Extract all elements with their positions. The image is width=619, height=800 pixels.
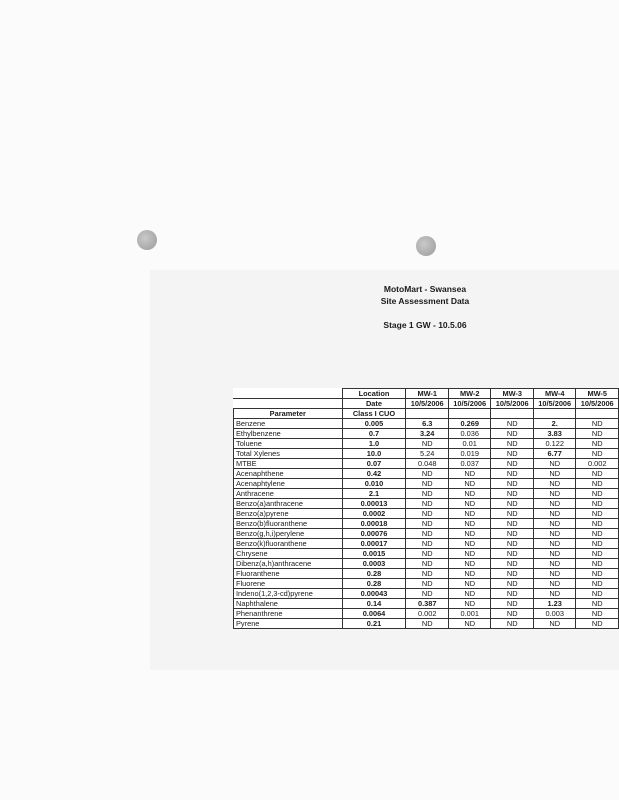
result-value: ND bbox=[491, 519, 534, 529]
result-value: ND bbox=[406, 439, 449, 449]
result-value: ND bbox=[576, 499, 619, 509]
result-value: ND bbox=[491, 569, 534, 579]
parameter-name: MTBE bbox=[234, 459, 343, 469]
table-row bbox=[234, 419, 619, 429]
result-value: 6.3 bbox=[406, 419, 449, 429]
parameter-name: Fluoranthene bbox=[234, 569, 343, 579]
result-value: ND bbox=[491, 539, 534, 549]
table-row bbox=[234, 599, 619, 609]
table-row bbox=[234, 469, 619, 479]
empty-header-cell bbox=[576, 409, 619, 419]
table-row bbox=[234, 609, 619, 619]
result-value: ND bbox=[491, 449, 534, 459]
standard-value: 0.005 bbox=[342, 419, 406, 429]
well-date: 10/5/2006 bbox=[576, 399, 619, 409]
table-row bbox=[234, 459, 619, 469]
result-value: ND bbox=[576, 419, 619, 429]
table-row bbox=[234, 479, 619, 489]
result-value: ND bbox=[533, 489, 576, 499]
standard-value: 10.0 bbox=[342, 449, 406, 459]
result-value: ND bbox=[448, 569, 491, 579]
empty-header-cell bbox=[491, 409, 534, 419]
parameter-name: Chrysene bbox=[234, 549, 343, 559]
standard-value: 0.0003 bbox=[342, 559, 406, 569]
result-value: ND bbox=[533, 589, 576, 599]
parameter-name: Naphthalene bbox=[234, 599, 343, 609]
result-value: ND bbox=[448, 469, 491, 479]
standard-value: 0.14 bbox=[342, 599, 406, 609]
result-value: ND bbox=[406, 539, 449, 549]
parameter-name: Benzo(a)pyrene bbox=[234, 509, 343, 519]
parameter-name: Dibenz(a,h)anthracene bbox=[234, 559, 343, 569]
result-value: ND bbox=[448, 509, 491, 519]
standard-header: Class I CUO bbox=[342, 409, 406, 419]
standard-value: 0.00043 bbox=[342, 589, 406, 599]
table-row bbox=[234, 589, 619, 599]
result-value: ND bbox=[576, 529, 619, 539]
result-value: 3.24 bbox=[406, 429, 449, 439]
date-row bbox=[234, 399, 619, 409]
result-value: ND bbox=[491, 479, 534, 489]
parameter-name: Acenaphthene bbox=[234, 469, 343, 479]
standard-value: 0.28 bbox=[342, 579, 406, 589]
empty-header-cell bbox=[448, 409, 491, 419]
document-subtitle: Site Assessment Data bbox=[380, 296, 470, 306]
blank-cell bbox=[234, 399, 343, 409]
result-value: ND bbox=[491, 589, 534, 599]
parameter-name: Phenanthrene bbox=[234, 609, 343, 619]
date-label: Date bbox=[342, 399, 406, 409]
result-value: 6.77 bbox=[533, 449, 576, 459]
result-value: ND bbox=[533, 509, 576, 519]
table-row bbox=[234, 539, 619, 549]
result-value: ND bbox=[491, 499, 534, 509]
parameter-name: Ethylbenzene bbox=[234, 429, 343, 439]
standard-value: 0.0064 bbox=[342, 609, 406, 619]
empty-header-cell bbox=[533, 409, 576, 419]
result-value: ND bbox=[576, 469, 619, 479]
parameter-name: Benzo(a)anthracene bbox=[234, 499, 343, 509]
result-value: ND bbox=[491, 529, 534, 539]
result-value: ND bbox=[406, 589, 449, 599]
result-value: ND bbox=[448, 529, 491, 539]
table-row bbox=[234, 579, 619, 589]
standard-value: 0.00018 bbox=[342, 519, 406, 529]
result-value: ND bbox=[448, 549, 491, 559]
standard-value: 0.00017 bbox=[342, 539, 406, 549]
table-row bbox=[234, 489, 619, 499]
well-name: MW-2 bbox=[448, 389, 491, 399]
result-value: ND bbox=[533, 559, 576, 569]
result-value: ND bbox=[533, 549, 576, 559]
result-value: ND bbox=[533, 529, 576, 539]
table-row bbox=[234, 569, 619, 579]
standard-value: 0.42 bbox=[342, 469, 406, 479]
result-value: ND bbox=[576, 509, 619, 519]
result-value: ND bbox=[448, 599, 491, 609]
punch-hole-left bbox=[137, 230, 157, 250]
standard-value: 0.0015 bbox=[342, 549, 406, 559]
result-value: 0.269 bbox=[448, 419, 491, 429]
result-value: ND bbox=[491, 459, 534, 469]
result-value: ND bbox=[406, 579, 449, 589]
result-value: 0.037 bbox=[448, 459, 491, 469]
result-value: ND bbox=[576, 619, 619, 629]
parameter-name: Total Xylenes bbox=[234, 449, 343, 459]
parameter-name: Benzene bbox=[234, 419, 343, 429]
parameter-name: Benzo(k)fluoranthene bbox=[234, 539, 343, 549]
table-row bbox=[234, 449, 619, 459]
result-value: ND bbox=[406, 469, 449, 479]
result-value: ND bbox=[448, 539, 491, 549]
standard-value: 0.0002 bbox=[342, 509, 406, 519]
result-value: ND bbox=[448, 589, 491, 599]
table-row bbox=[234, 559, 619, 569]
result-value: ND bbox=[533, 539, 576, 549]
result-value: ND bbox=[406, 529, 449, 539]
location-label: Location bbox=[342, 389, 406, 399]
result-value: ND bbox=[406, 499, 449, 509]
result-value: 0.387 bbox=[406, 599, 449, 609]
result-value: ND bbox=[448, 479, 491, 489]
parameter-name: Anthracene bbox=[234, 489, 343, 499]
result-value: ND bbox=[576, 479, 619, 489]
parameter-name: Benzo(g,h,i)perylene bbox=[234, 529, 343, 539]
result-value: ND bbox=[533, 479, 576, 489]
result-value: ND bbox=[533, 469, 576, 479]
table-row bbox=[234, 509, 619, 519]
result-value: ND bbox=[491, 429, 534, 439]
parameter-header-row bbox=[234, 409, 619, 419]
standard-value: 0.21 bbox=[342, 619, 406, 629]
result-value: ND bbox=[576, 559, 619, 569]
result-value: 1.23 bbox=[533, 599, 576, 609]
result-value: ND bbox=[448, 519, 491, 529]
parameter-name: Indeno(1,2,3-cd)pyrene bbox=[234, 589, 343, 599]
result-value: ND bbox=[533, 619, 576, 629]
document-title: MotoMart - Swansea bbox=[383, 284, 467, 294]
table-row bbox=[234, 439, 619, 449]
standard-value: 0.07 bbox=[342, 459, 406, 469]
table-row bbox=[234, 429, 619, 439]
standard-value: 0.010 bbox=[342, 479, 406, 489]
result-value: ND bbox=[576, 609, 619, 619]
result-value: ND bbox=[491, 579, 534, 589]
result-value: 0.001 bbox=[448, 609, 491, 619]
well-date: 10/5/2006 bbox=[533, 399, 576, 409]
result-value: ND bbox=[491, 469, 534, 479]
result-value: ND bbox=[576, 449, 619, 459]
table-row bbox=[234, 619, 619, 629]
result-value: 0.048 bbox=[406, 459, 449, 469]
result-value: ND bbox=[533, 569, 576, 579]
well-name: MW-4 bbox=[533, 389, 576, 399]
result-value: 0.036 bbox=[448, 429, 491, 439]
site-assessment-table bbox=[233, 388, 619, 629]
result-value: ND bbox=[576, 549, 619, 559]
result-value: ND bbox=[448, 619, 491, 629]
result-value: 0.122 bbox=[533, 439, 576, 449]
result-value: ND bbox=[491, 559, 534, 569]
result-value: ND bbox=[406, 619, 449, 629]
result-value: ND bbox=[533, 519, 576, 529]
standard-value: 1.0 bbox=[342, 439, 406, 449]
result-value: ND bbox=[448, 559, 491, 569]
result-value: ND bbox=[406, 479, 449, 489]
result-value: ND bbox=[576, 569, 619, 579]
result-value: ND bbox=[491, 549, 534, 559]
standard-value: 0.00076 bbox=[342, 529, 406, 539]
result-value: ND bbox=[406, 569, 449, 579]
result-value: ND bbox=[533, 499, 576, 509]
result-value: ND bbox=[491, 619, 534, 629]
standard-value: 2.1 bbox=[342, 489, 406, 499]
result-value: 0.003 bbox=[533, 609, 576, 619]
result-value: ND bbox=[406, 559, 449, 569]
result-value: ND bbox=[576, 589, 619, 599]
result-value: ND bbox=[491, 419, 534, 429]
result-value: ND bbox=[576, 579, 619, 589]
well-date: 10/5/2006 bbox=[491, 399, 534, 409]
well-name: MW-1 bbox=[406, 389, 449, 399]
table-row bbox=[234, 499, 619, 509]
well-name: MW-3 bbox=[491, 389, 534, 399]
result-value: ND bbox=[406, 489, 449, 499]
result-value: ND bbox=[406, 509, 449, 519]
result-value: 3.83 bbox=[533, 429, 576, 439]
standard-value: 0.00013 bbox=[342, 499, 406, 509]
result-value: ND bbox=[576, 599, 619, 609]
table-body bbox=[234, 389, 619, 629]
table-row bbox=[234, 549, 619, 559]
result-value: 0.002 bbox=[406, 609, 449, 619]
standard-value: 0.28 bbox=[342, 569, 406, 579]
result-value: ND bbox=[448, 499, 491, 509]
result-value: ND bbox=[576, 489, 619, 499]
result-value: ND bbox=[448, 489, 491, 499]
result-value: 2. bbox=[533, 419, 576, 429]
location-row bbox=[234, 389, 619, 399]
table-row bbox=[234, 519, 619, 529]
empty-header-cell bbox=[406, 409, 449, 419]
result-value: ND bbox=[533, 579, 576, 589]
parameter-name: Pyrene bbox=[234, 619, 343, 629]
result-value: ND bbox=[576, 439, 619, 449]
result-value: ND bbox=[448, 579, 491, 589]
table-row bbox=[234, 529, 619, 539]
result-value: ND bbox=[491, 609, 534, 619]
well-date: 10/5/2006 bbox=[448, 399, 491, 409]
result-value: ND bbox=[406, 519, 449, 529]
result-value: ND bbox=[576, 429, 619, 439]
result-value: ND bbox=[491, 439, 534, 449]
document-header bbox=[300, 283, 550, 331]
parameter-name: Toluene bbox=[234, 439, 343, 449]
result-value: ND bbox=[491, 509, 534, 519]
parameter-name: Acenaphtylene bbox=[234, 479, 343, 489]
punch-hole-right bbox=[416, 236, 436, 256]
result-value: ND bbox=[533, 459, 576, 469]
result-value: 0.002 bbox=[576, 459, 619, 469]
standard-value: 0.7 bbox=[342, 429, 406, 439]
result-value: 5.24 bbox=[406, 449, 449, 459]
result-value: ND bbox=[576, 539, 619, 549]
stage-label: Stage 1 GW - 10.5.06 bbox=[383, 320, 467, 330]
result-value: ND bbox=[406, 549, 449, 559]
result-value: 0.01 bbox=[448, 439, 491, 449]
blank-cell bbox=[234, 389, 343, 399]
parameter-name: Benzo(b)fluoranthene bbox=[234, 519, 343, 529]
parameter-header: Parameter bbox=[234, 409, 343, 419]
well-name: MW-5 bbox=[576, 389, 619, 399]
well-date: 10/5/2006 bbox=[406, 399, 449, 409]
result-value: 0.019 bbox=[448, 449, 491, 459]
result-value: ND bbox=[491, 599, 534, 609]
result-value: ND bbox=[576, 519, 619, 529]
parameter-name: Fluorene bbox=[234, 579, 343, 589]
result-value: ND bbox=[491, 489, 534, 499]
